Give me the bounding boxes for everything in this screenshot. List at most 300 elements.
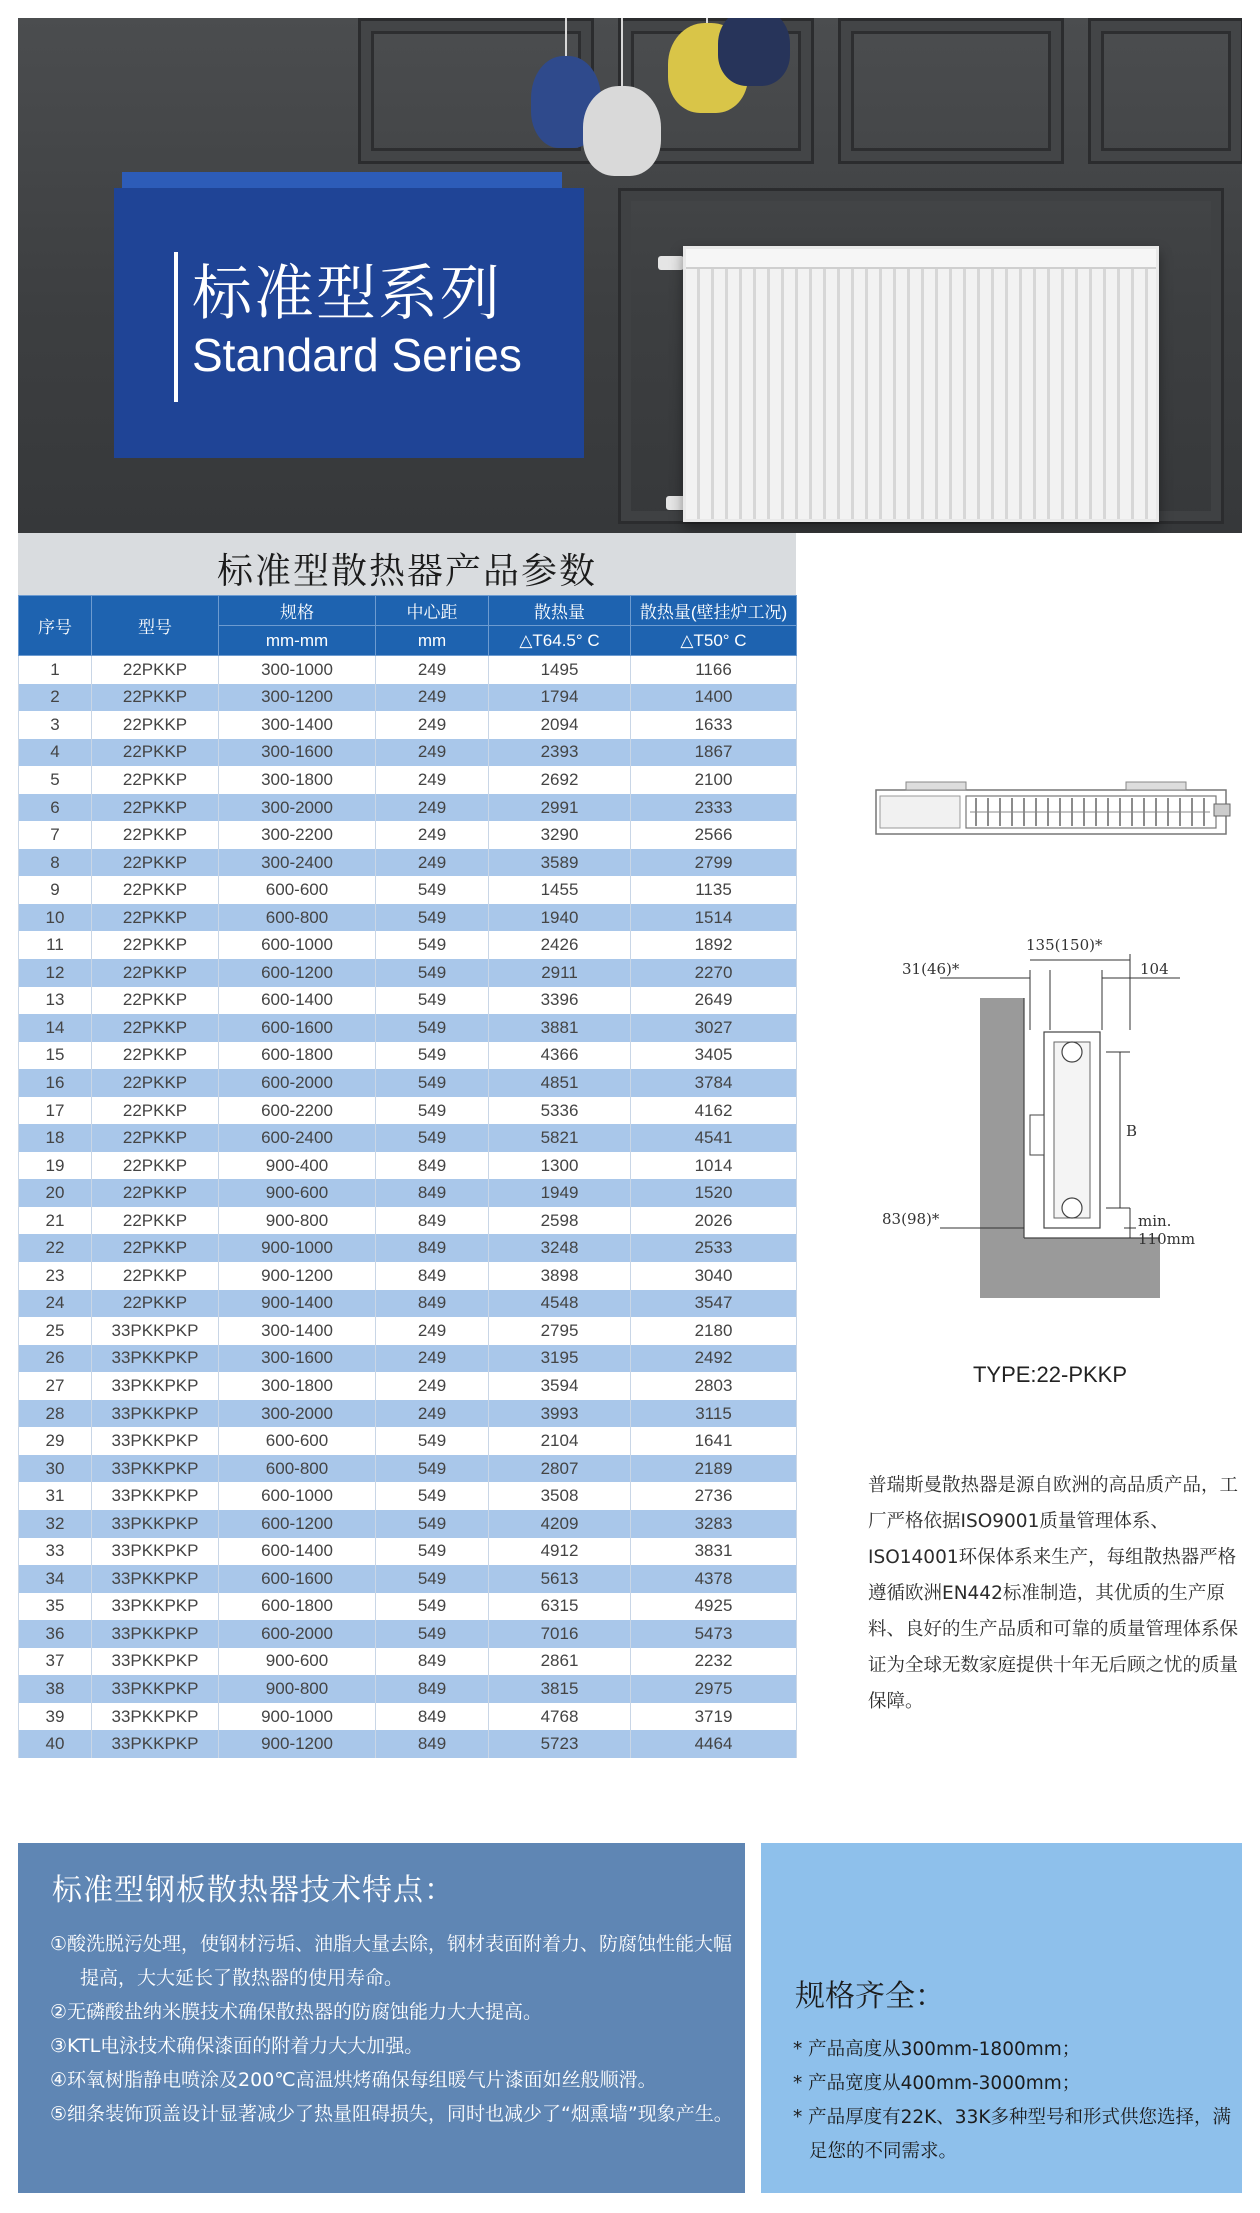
cell-heat2: 3405 — [631, 1042, 797, 1070]
cell-heat2: 1400 — [631, 684, 797, 712]
cell-seq: 30 — [19, 1455, 92, 1483]
cell-heat: 3815 — [489, 1675, 631, 1703]
cell-heat: 4366 — [489, 1042, 631, 1070]
cell-center: 549 — [376, 1069, 489, 1097]
cell-heat: 1495 — [489, 656, 631, 684]
cell-heat2: 3547 — [631, 1290, 797, 1318]
cell-model: 22PKKP — [92, 1069, 219, 1097]
cell-center: 849 — [376, 1675, 489, 1703]
table-row — [19, 1427, 797, 1455]
cell-spec: 300-1800 — [219, 1372, 376, 1400]
cell-heat2: 2803 — [631, 1372, 797, 1400]
cell-seq: 3 — [19, 711, 92, 739]
cell-seq: 16 — [19, 1069, 92, 1097]
table-row — [19, 656, 797, 684]
cell-heat: 2393 — [489, 739, 631, 767]
table-row — [19, 1234, 797, 1262]
cell-model: 22PKKP — [92, 987, 219, 1015]
cell-model: 22PKKP — [92, 656, 219, 684]
cell-model: 33PKKPKP — [92, 1455, 219, 1483]
cell-model: 33PKKPKP — [92, 1620, 219, 1648]
cell-heat: 1794 — [489, 684, 631, 712]
cell-seq: 34 — [19, 1565, 92, 1593]
cell-center: 249 — [376, 739, 489, 767]
cell-spec: 900-1000 — [219, 1234, 376, 1262]
radiator-valve-top — [658, 256, 684, 270]
cell-seq: 36 — [19, 1620, 92, 1648]
feature-item: ⑤细条装饰顶盖设计显著减少了热量阻碍损失，同时也减少了“烟熏墙”现象产生。 — [50, 2103, 733, 2125]
cell-center: 549 — [376, 1455, 489, 1483]
cell-spec: 300-2200 — [219, 821, 376, 849]
table-row — [19, 1730, 797, 1758]
cell-heat2: 5473 — [631, 1620, 797, 1648]
table-row — [19, 711, 797, 739]
table-title: 标准型散热器产品参数 — [216, 551, 597, 592]
sizes-panel — [761, 1843, 1242, 2193]
table-row — [19, 1455, 797, 1483]
cell-heat2: 4162 — [631, 1097, 797, 1125]
table-row — [19, 1648, 797, 1676]
cell-center: 249 — [376, 766, 489, 794]
cell-center: 849 — [376, 1234, 489, 1262]
cell-spec: 600-2200 — [219, 1097, 376, 1125]
spec-table-body — [19, 656, 797, 1758]
cell-model: 33PKKPKP — [92, 1482, 219, 1510]
cell-center: 549 — [376, 1042, 489, 1070]
cell-heat: 2426 — [489, 931, 631, 959]
cell-heat: 5613 — [489, 1565, 631, 1593]
table-row — [19, 1152, 797, 1180]
cell-seq: 7 — [19, 821, 92, 849]
cell-spec: 900-400 — [219, 1152, 376, 1180]
table-row — [19, 1097, 797, 1125]
title-accent-bar — [174, 252, 178, 402]
radiator-top-view-diagram — [866, 768, 1246, 858]
table-title-bar — [18, 533, 796, 595]
cell-center: 849 — [376, 1207, 489, 1235]
cell-model: 33PKKPKP — [92, 1510, 219, 1538]
cell-heat: 7016 — [489, 1620, 631, 1648]
table-row — [19, 1124, 797, 1152]
cell-spec: 900-800 — [219, 1207, 376, 1235]
cell-spec: 600-600 — [219, 1427, 376, 1455]
size-item: * 产品宽度从400mm-3000mm； — [793, 2073, 1081, 2094]
cell-spec: 300-1400 — [219, 1317, 376, 1345]
cell-spec: 600-2400 — [219, 1124, 376, 1152]
cell-heat: 3248 — [489, 1234, 631, 1262]
cell-heat: 4768 — [489, 1703, 631, 1731]
cell-model: 33PKKPKP — [92, 1593, 219, 1621]
cell-heat: 4912 — [489, 1538, 631, 1566]
cell-model: 22PKKP — [92, 1124, 219, 1152]
table-row — [19, 1675, 797, 1703]
cell-heat2: 1892 — [631, 931, 797, 959]
cell-model: 22PKKP — [92, 904, 219, 932]
cell-seq: 8 — [19, 849, 92, 877]
sizes-list — [793, 2033, 1233, 2169]
cell-heat: 5723 — [489, 1730, 631, 1758]
cell-spec: 900-600 — [219, 1179, 376, 1207]
cell-model: 22PKKP — [92, 711, 219, 739]
cell-center: 549 — [376, 1593, 489, 1621]
cell-spec: 600-800 — [219, 1455, 376, 1483]
col-header-heat2: 散热量(壁挂炉工况) — [631, 596, 797, 626]
cell-center: 249 — [376, 1345, 489, 1373]
feature-item: ②无磷酸盐纳米膜技术确保散热器的防腐蚀能力大大提高。 — [50, 2001, 543, 2023]
cell-heat2: 1135 — [631, 876, 797, 904]
features-panel — [18, 1843, 745, 2193]
cell-heat2: 2566 — [631, 821, 797, 849]
table-row — [19, 1482, 797, 1510]
cell-heat: 3594 — [489, 1372, 631, 1400]
cell-seq: 14 — [19, 1014, 92, 1042]
cell-center: 549 — [376, 1482, 489, 1510]
type-label: TYPE:22-PKKP — [972, 1362, 1128, 1387]
cell-heat: 2094 — [489, 711, 631, 739]
col-header-seq: 序号 — [19, 596, 92, 656]
cell-spec: 300-1600 — [219, 739, 376, 767]
cell-heat2: 3831 — [631, 1538, 797, 1566]
cell-spec: 600-1800 — [219, 1593, 376, 1621]
features-title: 标准型钢板散热器技术特点： — [52, 1873, 455, 1908]
cell-center: 249 — [376, 794, 489, 822]
cell-model: 22PKKP — [92, 739, 219, 767]
cell-spec: 600-1800 — [219, 1042, 376, 1070]
cell-center: 549 — [376, 987, 489, 1015]
cell-heat2: 2333 — [631, 794, 797, 822]
cell-center: 249 — [376, 684, 489, 712]
cell-model: 33PKKPKP — [92, 1538, 219, 1566]
radiator-image — [683, 246, 1159, 522]
table-row — [19, 931, 797, 959]
table-row — [19, 876, 797, 904]
cell-seq: 29 — [19, 1427, 92, 1455]
cell-seq: 19 — [19, 1152, 92, 1180]
series-title-en: Standard Series — [192, 329, 522, 381]
cell-spec: 600-1200 — [219, 1510, 376, 1538]
table-row — [19, 1510, 797, 1538]
cell-seq: 26 — [19, 1345, 92, 1373]
col-header-center: 中心距 — [376, 596, 489, 626]
cell-center: 249 — [376, 656, 489, 684]
cell-seq: 24 — [19, 1290, 92, 1318]
table-row — [19, 1042, 797, 1070]
cell-model: 22PKKP — [92, 1290, 219, 1318]
product-intro: 普瑞斯曼散热器是源自欧洲的高品质产品，工厂严格依据ISO9001质量管理体系、ISO14001环保体系来生产，每组散热器严格遵循欧洲EN442标准制造，其优质的生产原料、良好的生产品质和可靠的质量管理体系保证为全球无数家庭提供十年无后顾之忧的质量保障。 — [868, 1475, 1239, 1712]
cell-seq: 23 — [19, 1262, 92, 1290]
table-row — [19, 904, 797, 932]
cell-seq: 21 — [19, 1207, 92, 1235]
lamp-cord — [565, 18, 567, 58]
cell-seq: 5 — [19, 766, 92, 794]
cell-spec: 900-1200 — [219, 1262, 376, 1290]
cell-center: 849 — [376, 1179, 489, 1207]
col-header-spec: 规格 — [219, 596, 376, 626]
cell-center: 849 — [376, 1648, 489, 1676]
cell-seq: 20 — [19, 1179, 92, 1207]
cell-center: 549 — [376, 1014, 489, 1042]
cell-model: 33PKKPKP — [92, 1565, 219, 1593]
cell-heat: 2991 — [489, 794, 631, 822]
cell-heat: 5821 — [489, 1124, 631, 1152]
cell-model: 33PKKPKP — [92, 1648, 219, 1676]
cell-spec: 900-1400 — [219, 1290, 376, 1318]
cell-center: 849 — [376, 1152, 489, 1180]
cell-heat2: 3283 — [631, 1510, 797, 1538]
cell-seq: 13 — [19, 987, 92, 1015]
radiator-side-view-diagram — [880, 930, 1210, 1350]
feature-item: ④环氧树脂静电喷涂及200℃高温烘烤确保每组暖气片漆面如丝般顺滑。 — [50, 2069, 657, 2091]
cell-spec: 300-2000 — [219, 794, 376, 822]
cell-model: 33PKKPKP — [92, 1345, 219, 1373]
cell-model: 22PKKP — [92, 766, 219, 794]
table-row — [19, 1207, 797, 1235]
cell-heat: 2861 — [489, 1648, 631, 1676]
cell-heat: 1949 — [489, 1179, 631, 1207]
cell-heat2: 4541 — [631, 1124, 797, 1152]
cell-model: 22PKKP — [92, 1042, 219, 1070]
cell-heat2: 1520 — [631, 1179, 797, 1207]
cell-heat: 6315 — [489, 1593, 631, 1621]
cell-model: 22PKKP — [92, 849, 219, 877]
cell-heat2: 4378 — [631, 1565, 797, 1593]
cell-heat: 3396 — [489, 987, 631, 1015]
cell-seq: 31 — [19, 1482, 92, 1510]
hero-banner — [18, 18, 1242, 533]
dim-left-label: 31(46)* — [902, 960, 960, 978]
dim-min-value: 110mm — [1138, 1230, 1196, 1248]
cell-spec: 600-1600 — [219, 1565, 376, 1593]
cell-spec: 900-600 — [219, 1648, 376, 1676]
table-row — [19, 849, 797, 877]
cell-heat: 4548 — [489, 1290, 631, 1318]
cell-seq: 2 — [19, 684, 92, 712]
cell-seq: 1 — [19, 656, 92, 684]
cell-heat: 3993 — [489, 1400, 631, 1428]
lamp-cord — [621, 18, 623, 88]
table-row — [19, 1345, 797, 1373]
cell-heat: 4209 — [489, 1510, 631, 1538]
cell-center: 549 — [376, 1510, 489, 1538]
cell-heat: 2795 — [489, 1317, 631, 1345]
cell-seq: 22 — [19, 1234, 92, 1262]
cell-heat: 2807 — [489, 1455, 631, 1483]
cell-center: 849 — [376, 1703, 489, 1731]
cell-center: 849 — [376, 1262, 489, 1290]
cell-center: 549 — [376, 1097, 489, 1125]
cell-spec: 600-1400 — [219, 987, 376, 1015]
cell-heat2: 2100 — [631, 766, 797, 794]
cell-model: 22PKKP — [92, 959, 219, 987]
cell-seq: 38 — [19, 1675, 92, 1703]
cell-model: 33PKKPKP — [92, 1703, 219, 1731]
cell-heat2: 1633 — [631, 711, 797, 739]
cell-heat2: 1166 — [631, 656, 797, 684]
col-unit-spec: mm-mm — [219, 626, 376, 656]
cell-seq: 33 — [19, 1538, 92, 1566]
cell-seq: 35 — [19, 1593, 92, 1621]
cell-model: 22PKKP — [92, 1179, 219, 1207]
cell-heat: 2104 — [489, 1427, 631, 1455]
table-row — [19, 1400, 797, 1428]
cell-heat2: 2180 — [631, 1317, 797, 1345]
table-row — [19, 1069, 797, 1097]
table-row — [19, 766, 797, 794]
sizes-title: 规格齐全： — [795, 1979, 945, 2014]
cell-seq: 6 — [19, 794, 92, 822]
table-row — [19, 1372, 797, 1400]
cell-model: 22PKKP — [92, 1207, 219, 1235]
series-title-box — [114, 188, 584, 458]
cell-center: 249 — [376, 1372, 489, 1400]
cell-center: 249 — [376, 849, 489, 877]
cell-model: 22PKKP — [92, 1014, 219, 1042]
cell-heat2: 3115 — [631, 1400, 797, 1428]
cell-spec: 600-1000 — [219, 1482, 376, 1510]
cell-seq: 39 — [19, 1703, 92, 1731]
cell-model: 33PKKPKP — [92, 1400, 219, 1428]
cell-heat2: 3027 — [631, 1014, 797, 1042]
series-title-cn: 标准型系列 — [192, 259, 502, 329]
cell-model: 22PKKP — [92, 684, 219, 712]
pendant-lamp-navy — [718, 18, 790, 86]
cell-seq: 12 — [19, 959, 92, 987]
cell-model: 33PKKPKP — [92, 1372, 219, 1400]
cell-model: 33PKKPKP — [92, 1675, 219, 1703]
cell-spec: 900-800 — [219, 1675, 376, 1703]
pendant-lamp-white — [583, 86, 661, 176]
cell-heat: 3898 — [489, 1262, 631, 1290]
cell-seq: 11 — [19, 931, 92, 959]
cell-spec: 300-2400 — [219, 849, 376, 877]
cell-heat2: 2649 — [631, 987, 797, 1015]
cell-seq: 25 — [19, 1317, 92, 1345]
cell-seq: 32 — [19, 1510, 92, 1538]
cell-model: 22PKKP — [92, 821, 219, 849]
cell-heat: 3195 — [489, 1345, 631, 1373]
col-header-heat: 散热量 — [489, 596, 631, 626]
cell-seq: 4 — [19, 739, 92, 767]
cell-model: 33PKKPKP — [92, 1730, 219, 1758]
wall-panel — [838, 18, 1064, 164]
table-row — [19, 1538, 797, 1566]
cell-spec: 600-800 — [219, 904, 376, 932]
table-row — [19, 684, 797, 712]
col-unit-heat: △T64.5° C — [489, 626, 631, 656]
cell-heat2: 2736 — [631, 1482, 797, 1510]
table-row — [19, 1014, 797, 1042]
dim-min-label: min. — [1138, 1212, 1172, 1230]
spec-table — [18, 595, 797, 1758]
table-row — [19, 1317, 797, 1345]
cell-center: 849 — [376, 1290, 489, 1318]
cell-heat2: 1641 — [631, 1427, 797, 1455]
table-row — [19, 1703, 797, 1731]
cell-heat: 3508 — [489, 1482, 631, 1510]
cell-heat2: 1867 — [631, 739, 797, 767]
cell-center: 549 — [376, 1427, 489, 1455]
table-header-row — [19, 596, 797, 626]
cell-spec: 300-1800 — [219, 766, 376, 794]
cell-seq: 37 — [19, 1648, 92, 1676]
cell-heat: 2598 — [489, 1207, 631, 1235]
cell-model: 33PKKPKP — [92, 1427, 219, 1455]
table-row — [19, 1262, 797, 1290]
cell-center: 549 — [376, 1124, 489, 1152]
cell-center: 549 — [376, 904, 489, 932]
cell-heat: 1300 — [489, 1152, 631, 1180]
cell-heat2: 3784 — [631, 1069, 797, 1097]
cell-heat2: 1514 — [631, 904, 797, 932]
cell-model: 22PKKP — [92, 876, 219, 904]
cell-heat2: 2533 — [631, 1234, 797, 1262]
cell-model: 22PKKP — [92, 1152, 219, 1180]
cell-seq: 10 — [19, 904, 92, 932]
cell-center: 249 — [376, 711, 489, 739]
col-unit-center: mm — [376, 626, 489, 656]
cell-spec: 600-600 — [219, 876, 376, 904]
cell-model: 22PKKP — [92, 794, 219, 822]
cell-center: 549 — [376, 876, 489, 904]
features-list — [50, 1927, 735, 2131]
cell-center: 549 — [376, 959, 489, 987]
table-row — [19, 1565, 797, 1593]
cell-heat: 3290 — [489, 821, 631, 849]
table-row — [19, 959, 797, 987]
cell-seq: 40 — [19, 1730, 92, 1758]
cell-model: 22PKKP — [92, 1262, 219, 1290]
cell-heat2: 1014 — [631, 1152, 797, 1180]
cell-seq: 9 — [19, 876, 92, 904]
table-row — [19, 1593, 797, 1621]
cell-heat2: 2270 — [631, 959, 797, 987]
size-item: * 产品厚度有22K、33K多种型号和形式供您选择，满足您的不同需求。 — [793, 2107, 1231, 2162]
cell-spec: 300-1000 — [219, 656, 376, 684]
cell-heat2: 2232 — [631, 1648, 797, 1676]
cell-heat: 3589 — [489, 849, 631, 877]
cell-center: 249 — [376, 1400, 489, 1428]
cell-model: 22PKKP — [92, 1097, 219, 1125]
cell-heat2: 4925 — [631, 1593, 797, 1621]
cell-spec: 900-1000 — [219, 1703, 376, 1731]
table-row — [19, 821, 797, 849]
cell-seq: 15 — [19, 1042, 92, 1070]
cell-seq: 27 — [19, 1372, 92, 1400]
cell-spec: 300-1600 — [219, 1345, 376, 1373]
cell-spec: 600-1200 — [219, 959, 376, 987]
cell-center: 849 — [376, 1730, 489, 1758]
col-header-model: 型号 — [92, 596, 219, 656]
cell-seq: 17 — [19, 1097, 92, 1125]
table-row — [19, 1620, 797, 1648]
cell-spec: 600-1400 — [219, 1538, 376, 1566]
table-row — [19, 987, 797, 1015]
cell-model: 33PKKPKP — [92, 1317, 219, 1345]
cell-spec: 600-1600 — [219, 1014, 376, 1042]
cell-seq: 28 — [19, 1400, 92, 1428]
cell-heat: 4851 — [489, 1069, 631, 1097]
cell-heat2: 3040 — [631, 1262, 797, 1290]
feature-item: ①酸洗脱污处理，使钢材污垢、油脂大量去除，钢材表面附着力、防腐蚀性能大幅提高，大大延长了散热器的使用寿命。 — [50, 1933, 733, 1989]
dim-top-label: 135(150)* — [1026, 936, 1103, 954]
cell-heat2: 2799 — [631, 849, 797, 877]
cell-model: 22PKKP — [92, 931, 219, 959]
dim-b-label: B — [1126, 1122, 1138, 1140]
table-row — [19, 739, 797, 767]
cell-seq: 18 — [19, 1124, 92, 1152]
cell-heat2: 2026 — [631, 1207, 797, 1235]
cell-heat: 2692 — [489, 766, 631, 794]
